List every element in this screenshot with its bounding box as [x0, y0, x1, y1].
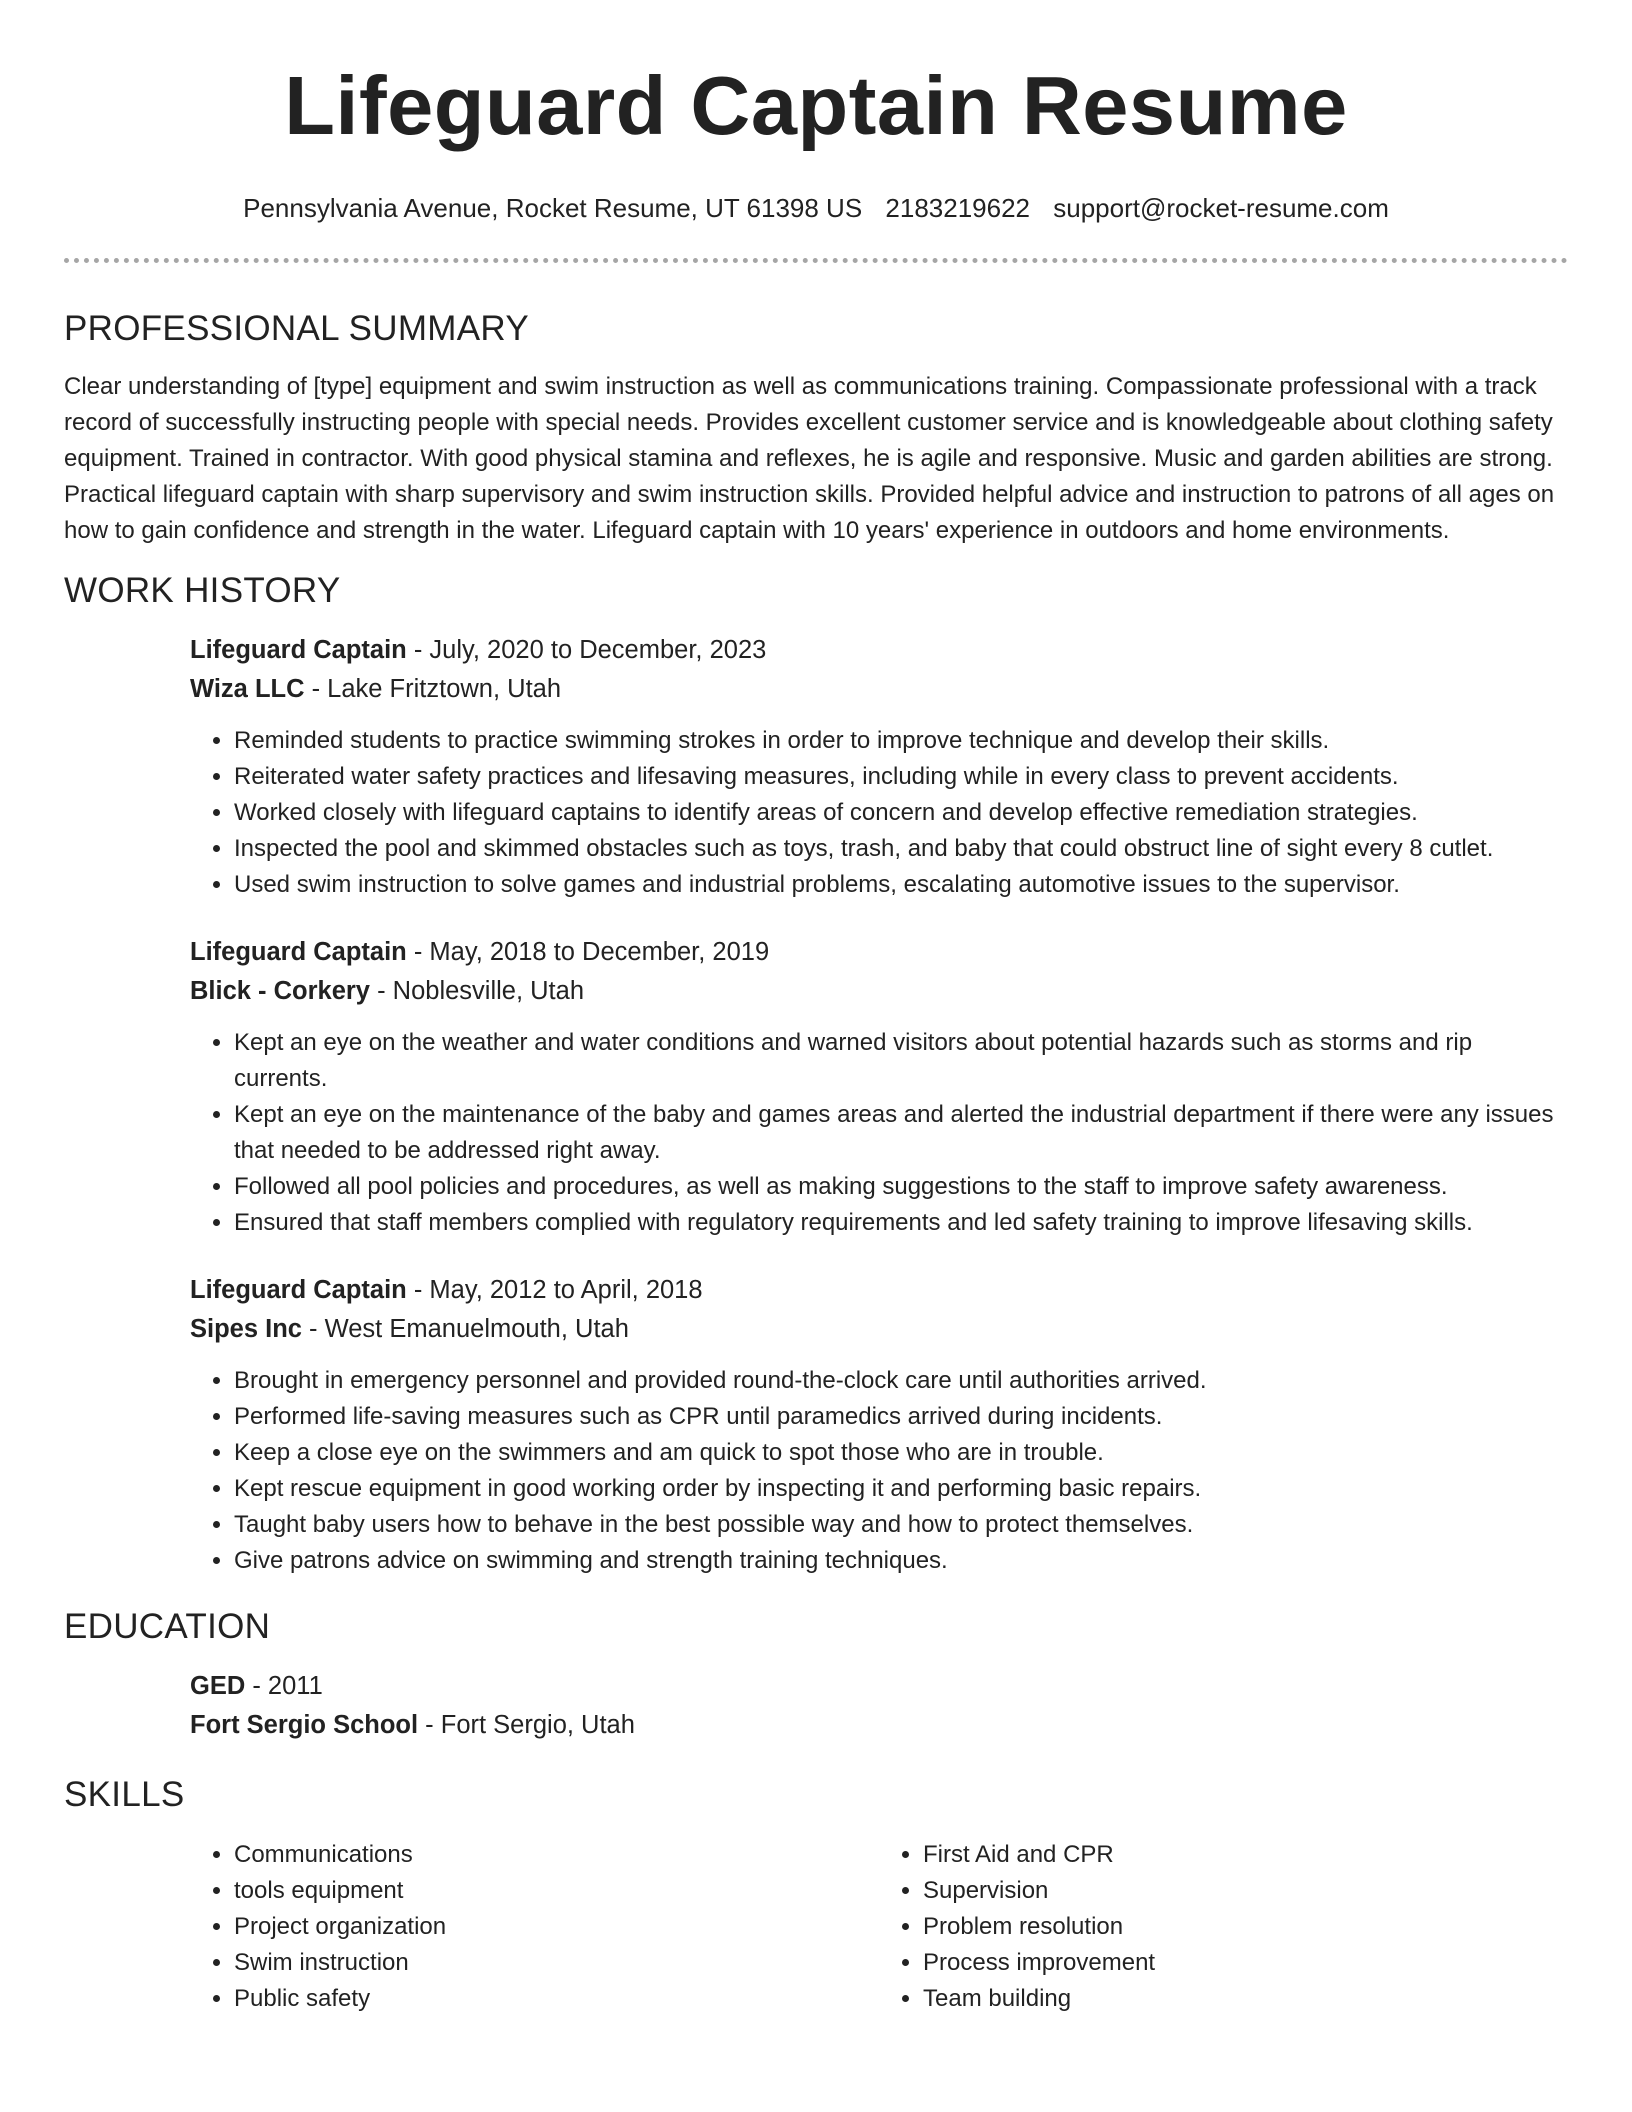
job-bullet: • Taught baby users how to behave in the best possible way and how to protect themselves.	[234, 1507, 1568, 1543]
job-company-line	[190, 1310, 1568, 1349]
job-title-line	[190, 933, 1568, 972]
resume-title: Lifeguard Captain Resume	[284, 59, 1348, 152]
education-location: - Fort Sergio, Utah	[418, 1711, 635, 1739]
job-bullet: • Worked closely with lifeguard captains to identify areas of concern and develop effective remediation strategies.	[234, 795, 1568, 831]
skill-item: • Supervision	[923, 1873, 1568, 1909]
job-bullet: • Kept an eye on the weather and water conditions and warned visitors about potential hazards such as storms and rip currents.	[234, 1025, 1568, 1097]
skill-item: • tools equipment	[234, 1873, 879, 1909]
education-year: - 2011	[245, 1672, 323, 1700]
job-bullets	[190, 723, 1568, 903]
skill-item: • First Aid and CPR	[923, 1837, 1568, 1873]
skills-list-left	[190, 1837, 879, 2017]
job-bullet: • Inspected the pool and skimmed obstacles such as toys, trash, and baby that could obstruct line of sight every 8 cutlet.	[234, 831, 1568, 867]
job-bullet: • Used swim instruction to solve games and industrial problems, escalating automotive issues to the supervisor.	[234, 867, 1568, 903]
job-dates: - July, 2020 to December, 2023	[406, 636, 767, 664]
skill-item: • Problem resolution	[923, 1909, 1568, 1945]
job-company: Sipes Inc	[190, 1315, 302, 1343]
skills-columns	[190, 1837, 1568, 2017]
job-location: - Lake Fritztown, Utah	[304, 675, 562, 703]
job-location: - West Emanuelmouth, Utah	[301, 1315, 629, 1343]
work-history-heading: WORK HISTORY	[64, 571, 341, 610]
job-entry	[190, 1271, 1568, 1579]
job-role: Lifeguard Captain	[190, 1276, 407, 1304]
job-dates: - May, 2018 to December, 2019	[406, 938, 770, 966]
skills-heading: SKILLS	[64, 1775, 185, 1814]
skill-item: • Process improvement	[923, 1945, 1568, 1981]
job-title-line	[190, 1271, 1568, 1310]
job-dates: - May, 2012 to April, 2018	[406, 1276, 703, 1304]
contact-line	[64, 192, 1568, 224]
job-company-line	[190, 972, 1568, 1011]
job-bullet: • Reiterated water safety practices and lifesaving measures, including while in every class to prevent accidents.	[234, 759, 1568, 795]
job-title-line	[190, 631, 1568, 670]
job-bullets	[190, 1025, 1568, 1241]
job-entry	[190, 631, 1568, 903]
education-degree-line	[190, 1667, 1568, 1706]
contact-address: Pennsylvania Avenue, Rocket Resume, UT 61398 US	[243, 193, 863, 223]
summary-text: Clear understanding of [type] equipment and swim instruction as well as communications training. Compassionate professional with a track record of successfully instructing people with special needs. Provides excellent customer service and is knowledgeable about clothing safety equipment. Trained in contractor. With good physical stamina and reflexes, he is agile and responsive. Music and garden abilities are strong. Practical lifeguard captain with sharp supervisory and swim instruction skills. Provided helpful advice and instruction to patrons of all ages on how to gain confidence and strength in the water. Lifeguard captain with 10 years' experience in outdoors and home environments.	[64, 373, 1555, 544]
education-degree: GED	[190, 1672, 246, 1700]
job-bullet: • Followed all pool policies and procedures, as well as making suggestions to the staff to improve safety awareness.	[234, 1169, 1568, 1205]
skill-item: • Swim instruction	[234, 1945, 879, 1981]
job-bullet: • Keep a close eye on the swimmers and am quick to spot those who are in trouble.	[234, 1435, 1568, 1471]
contact-email: support@rocket-resume.com	[1053, 193, 1389, 223]
job-bullet: • Performed life-saving measures such as CPR until paramedics arrived during incidents.	[234, 1399, 1568, 1435]
job-bullet: • Reminded students to practice swimming strokes in order to improve technique and develop their skills.	[234, 723, 1568, 759]
job-bullet: • Give patrons advice on swimming and strength training techniques.	[234, 1543, 1568, 1579]
job-bullet: • Kept an eye on the maintenance of the baby and games areas and alerted the industrial department if there were any issues that needed to be addressed right away.	[234, 1097, 1568, 1169]
contact-phone: 2183219622	[885, 193, 1031, 223]
job-bullet: • Ensured that staff members complied with regulatory requirements and led safety training to improve lifesaving skills.	[234, 1205, 1568, 1241]
education-school-line	[190, 1706, 1568, 1745]
header-divider	[64, 258, 1568, 263]
job-entry	[190, 933, 1568, 1241]
skill-item: • Public safety	[234, 1981, 879, 2017]
skill-item: • Team building	[923, 1981, 1568, 2017]
education-entry	[190, 1667, 1568, 1745]
job-role: Lifeguard Captain	[190, 636, 407, 664]
education-school: Fort Sergio School	[190, 1711, 419, 1739]
job-company: Wiza LLC	[190, 675, 305, 703]
job-bullet: • Kept rescue equipment in good working order by inspecting it and performing basic repairs.	[234, 1471, 1568, 1507]
job-company-line	[190, 670, 1568, 709]
job-bullet: • Brought in emergency personnel and provided round-the-clock care until authorities arrived.	[234, 1363, 1568, 1399]
skill-item: • Project organization	[234, 1909, 879, 1945]
job-company: Blick - Corkery	[190, 977, 370, 1005]
job-location: - Noblesville, Utah	[370, 977, 584, 1005]
skills-list-right	[879, 1837, 1568, 2017]
job-role: Lifeguard Captain	[190, 938, 407, 966]
job-bullets	[190, 1363, 1568, 1579]
summary-heading: PROFESSIONAL SUMMARY	[64, 309, 529, 348]
skill-item: • Communications	[234, 1837, 879, 1873]
education-heading: EDUCATION	[64, 1607, 271, 1646]
